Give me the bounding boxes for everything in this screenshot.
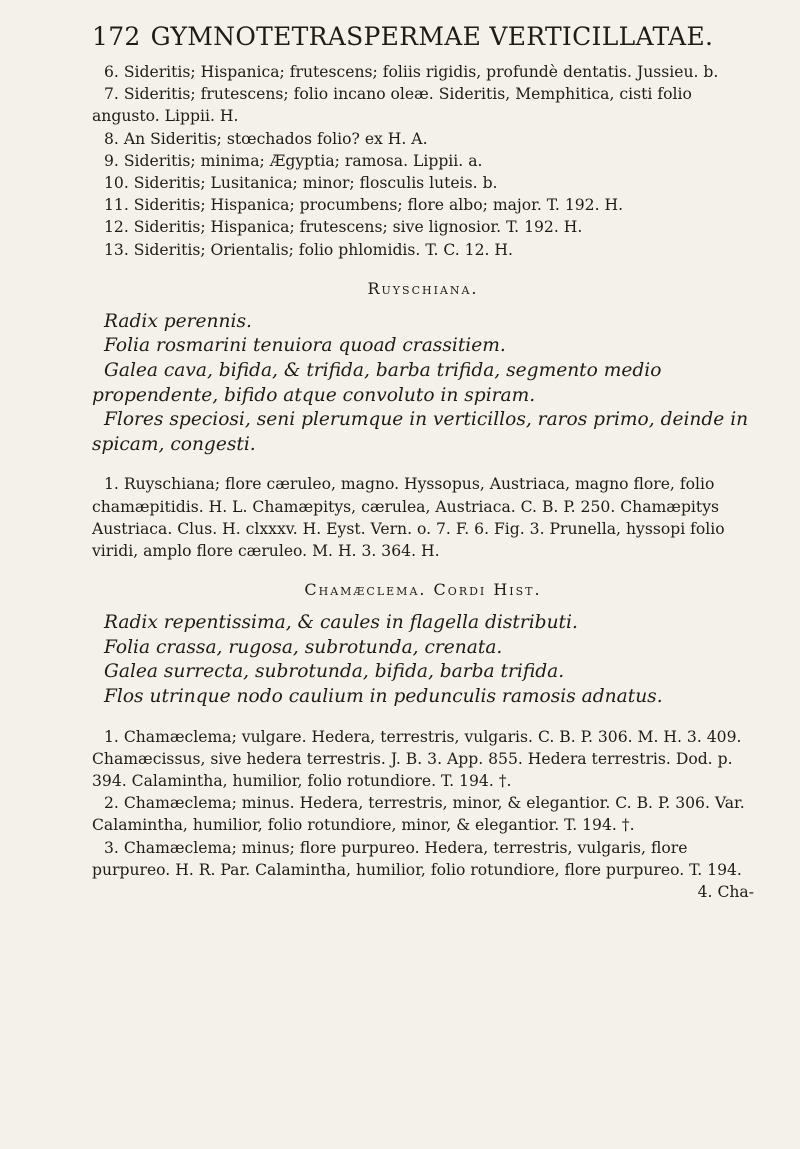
species-entry: 10. Sideritis; Lusitanica; minor; flosculis luteis. b. xyxy=(104,174,498,193)
running-header xyxy=(92,22,754,51)
species-entry: 8. An Sideritis; stœchados folio? ex H. A. xyxy=(104,129,428,148)
species-entry: 3. Chamæclema; minus; flore purpureo. Hedera, terrestris, vulgaris, flore purpureo. H. R. Par. Calamintha, humilior, folio rotundiore, flore purpureo. T. 194. xyxy=(92,838,742,879)
species-entry: 11. Sideritis; Hispanica; procumbens; flore albo; major. T. 192. H. xyxy=(104,196,624,215)
page-number: 172 xyxy=(92,22,141,51)
genus-diagnosis: Radix repentissima, & caules in flagella distributi. xyxy=(104,612,578,634)
running-title: GYMNOTETRASPERMAE VERTICILLATAE. xyxy=(150,22,714,51)
genus-heading-chamaeclema: Chamæclema. Cordi Hist. xyxy=(304,580,542,600)
genus-diagnosis: Flos utrinque nodo caulium in pedunculis ramosis adnatus. xyxy=(104,685,663,707)
genus-diagnosis: Flores speciosi, seni plerumque in verticillos, raros primo, deinde in spicam, congesti. xyxy=(92,409,749,455)
catchword: 4. Cha- xyxy=(697,883,754,901)
genus-heading-ruyschiana: Ruyschiana. xyxy=(367,278,479,298)
genus-diagnosis: Radix perennis. xyxy=(104,310,252,332)
species-entry: 6. Sideritis; Hispanica; frutescens; foliis rigidis, profundè dentatis. Jussieu. b. xyxy=(104,63,719,81)
species-entry: 1. Chamæclema; vulgare. Hedera, terrestris, vulgaris. C. B. P. 306. M. H. 3. 409. Chamæcissus, sive hedera terrestris. J. B. 3. App. 855. Hedera terrestris. Dod. p. 394. Calamintha, humilior, folio rotundiore. T. 194. †. xyxy=(92,727,742,790)
species-entry: 9. Sideritis; minima; Ægyptia; ramosa. Lippii. a. xyxy=(104,151,483,170)
species-entry: 12. Sideritis; Hispanica; frutescens; sive lignosior. T. 192. H. xyxy=(104,218,583,237)
species-entry: 2. Chamæclema; minus. Hedera, terrestris, minor, & elegantior. C. B. P. 306. Var. Calamintha, humilior, folio rotundiore, minor, & elegantior. T. 194. †. xyxy=(92,794,745,835)
species-entry: 1. Ruyschiana; flore cæruleo, magno. Hyssopus, Austriaca, magno flore, folio chamæpitidis. H. L. Chamæpitys, cærulea, Austriaca. C. B. P. 250. Chamæpitys Austriaca. Clus. H. clxxxv. H. Eyst. Vern. o. 7. F. 6. Fig. 3. Prunella, hyssopi folio viridi, amplo flore cæruleo. M. H. 3. 364. H. xyxy=(92,475,725,560)
genus-diagnosis: Folia rosmarini tenuiora quoad crassitiem. xyxy=(104,335,506,357)
genus-diagnosis: Galea cava, bifida, & trifida, barba trifida, segmento medio propendente, bifido atque convoluto in spiram. xyxy=(92,360,662,406)
species-entry: 7. Sideritis; frutescens; folio incano oleæ. Sideritis, Memphitica, cisti folio angusto. Lippii. H. xyxy=(92,85,692,126)
genus-diagnosis: Folia crassa, rugosa, subrotunda, crenata. xyxy=(104,636,503,658)
sideritis-list xyxy=(92,61,754,261)
species-entry: 13. Sideritis; Orientalis; folio phlomidis. T. C. 12. H. xyxy=(104,240,513,259)
genus-diagnosis: Galea surrecta, subrotunda, bifida, barba trifida. xyxy=(104,661,565,683)
